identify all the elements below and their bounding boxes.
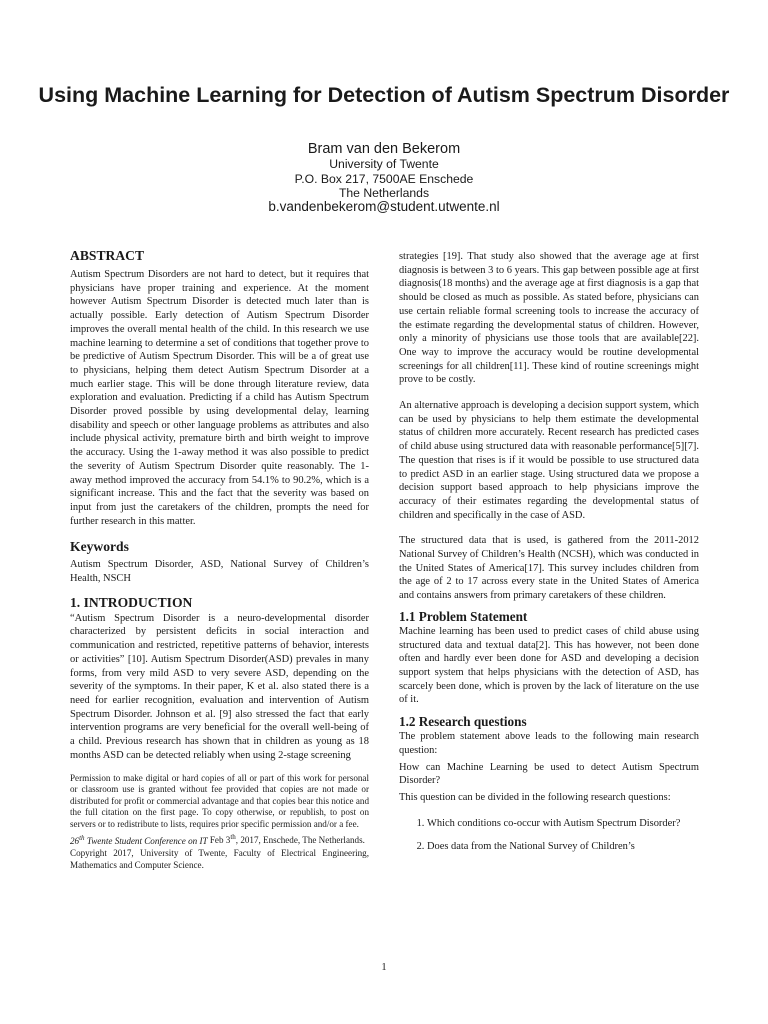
permission-block bbox=[70, 773, 369, 872]
research-question-item: 1. Which conditions co-occur with Autism Spectrum Disorder? bbox=[427, 817, 699, 831]
research-questions-divide: This question can be divided in the following research questions: bbox=[399, 791, 671, 803]
conference-name: Twente Student Conference on IT bbox=[86, 835, 208, 846]
abstract-heading: ABSTRACT bbox=[70, 248, 145, 263]
conference-line bbox=[70, 832, 369, 847]
affiliation-line: University of Twente bbox=[329, 157, 439, 171]
introduction-heading: 1. INTRODUCTION bbox=[70, 594, 193, 610]
keywords-text: Autism Spectrum Disorder, ASD, National Survey of Children’s Health, NSCH bbox=[70, 559, 369, 585]
right-column bbox=[399, 250, 699, 864]
research-questions-intro: The problem statement above leads to the following main research question: bbox=[399, 731, 699, 756]
copyright-notice: Copyright 2017, University of Twente, Faculty of Electrical Engineering, Mathematics and Computer Science. bbox=[70, 848, 369, 870]
affiliation-line: The Netherlands bbox=[338, 186, 430, 200]
abstract-text: Autism Spectrum Disorders are not hard to detect, but it requires that physicians have proper training and experience. At the moment however Autism Spectrum Disorder is detected much later than is actually possible. Early detection of Autism Spectrum Disorder improves the overall mental health of the child. In this research we use machine learning to determine a set of conditions that together prove to be predictive of Autism Spectrum Disorder. This will be a of great use to physicians, helping them detect Autism Spectrum Disorder at a much earlier stage. This will be done through literature review, data exploration and evaluation. Predicting if a child has Autism Spectrum Disorder proved possible by using developmental delay, learning disability and speech or other language problems as attributes and also include physical activity, premature birth and birth weight to improve the accuracy. Using the 1-away method it was also possible to predict the severity of Autism Spectrum Disorder quite reasonably. The 1-away method improved the accuracy from 54.1% to 90.2%, which is a significant increase. This and the fact that the severity was based on input from just the caretakers of the children, prompts the need for further research in this matter. bbox=[70, 269, 369, 527]
page-number: 1 bbox=[381, 962, 387, 973]
author-email: b.vandenbekerom@student.utwente.nl bbox=[268, 199, 500, 214]
keywords-heading: Keywords bbox=[70, 539, 129, 555]
author-name: Bram van den Bekerom bbox=[307, 141, 461, 157]
conference-number-sup: th bbox=[79, 833, 85, 842]
permission-notice: Permission to make digital or hard copies of all or part of this work for personal or classroom use is granted without fee provided that copies are not made or distributed for profit or commercial advantage and that copies bear this notice and the full citation on the first page. To copy otherwise, or republish, to post on servers or to redistribute to lists, requires prior specific permission and/or a fee. bbox=[70, 772, 369, 829]
research-questions-list bbox=[399, 817, 699, 854]
affiliation bbox=[0, 157, 768, 201]
dataset-paragraph: The structured data that is used, is gathered from the 2011-2012 National Survey of Children’s Health (NCSH), which was conducted in the United States of America[17]. This survey includes children from the age of 2 to 17 across every state in the United States of America and contains answers from primary caretakers of these children. bbox=[399, 535, 699, 602]
research-question-item: 2. Does data from the National Survey of Children’s bbox=[427, 840, 699, 854]
conference-location: , 2017, Enschede, The Netherlands. bbox=[235, 835, 365, 846]
research-questions-heading: 1.2 Research questions bbox=[399, 714, 527, 730]
problem-statement-heading: 1.1 Problem Statement bbox=[399, 608, 528, 624]
problem-statement-text: Machine learning has been used to predict cases of child abuse using structured data and textual data[2]. This has however, not been done often and hardly ever been done for ASD and developing a decision support system that helps physicians with the detection of ASD, has scarcely been done, which is proven by the lack of literature on the use of it. bbox=[399, 625, 699, 706]
main-research-question: How can Machine Learning be used to detect Autism Spectrum Disorder? bbox=[399, 761, 699, 787]
conference-date: Feb 3 bbox=[209, 835, 231, 846]
affiliation-line: P.O. Box 217, 7500AE Enschede bbox=[294, 171, 474, 186]
conference-date-sup: th bbox=[230, 833, 236, 842]
paper-title: Using Machine Learning for Detection of Autism Spectrum Disorder bbox=[38, 83, 730, 107]
left-column bbox=[70, 247, 369, 871]
decision-support-paragraph: An alternative approach is developing a decision support system, which can be used by physicians to help them estimate the developmental status of children more accurately. Recent research has predicted cases of child abuse using structured data with reasonable performance[5][7]. The question that rises is if it would be possible to use structured data to predict ASD in an earlier stage. Using structured data we propose a decision support based approach to help physicians improve the accuracy of their estimates regarding the developmental status of children and specifically in the case of ASD. bbox=[399, 400, 699, 521]
intro-continued-paragraph: strategies [19]. That study also showed that the average age at first diagnosis is between 3 to 6 years. This gap between possible age at first diagnosis(18 months) and the average age at first diagnosis is a gap that should be closed as much as possible. As stated before, physicians can use certain reliable formal screening tools to increase the accuracy of the estimate regarding the developmental status of children. However, only a minority of physicians use those tools that are available[22]. One way to improve the accuracy would be routine developmental screenings for all children[11]. These kind of routine screenings might prove to be costly. bbox=[399, 251, 699, 386]
introduction-text: “Autism Spectrum Disorder is a neuro-developmental disorder characterized by persistent deficits in social interaction and communication and restricted, repetitive patterns of behavior, interests or activities” [10]. Autism Spectrum Disorder(ASD) prevales in many forms, from very mild ASD to very severe ASD, depending on the severity of the symptoms. In their paper, K et al. also stated there is a need for earlier recognition, evaluation and intervention of Autism Spectrum Disorder. Johnson et al. [9] also stressed the fact that early intervention programs are very beneficial for the overall well-being of a child. Previous research has shown that in children as young as 18 months ASD can be detected reliably when using 2-stage screening bbox=[70, 612, 369, 761]
conference-number: 26 bbox=[70, 835, 80, 846]
